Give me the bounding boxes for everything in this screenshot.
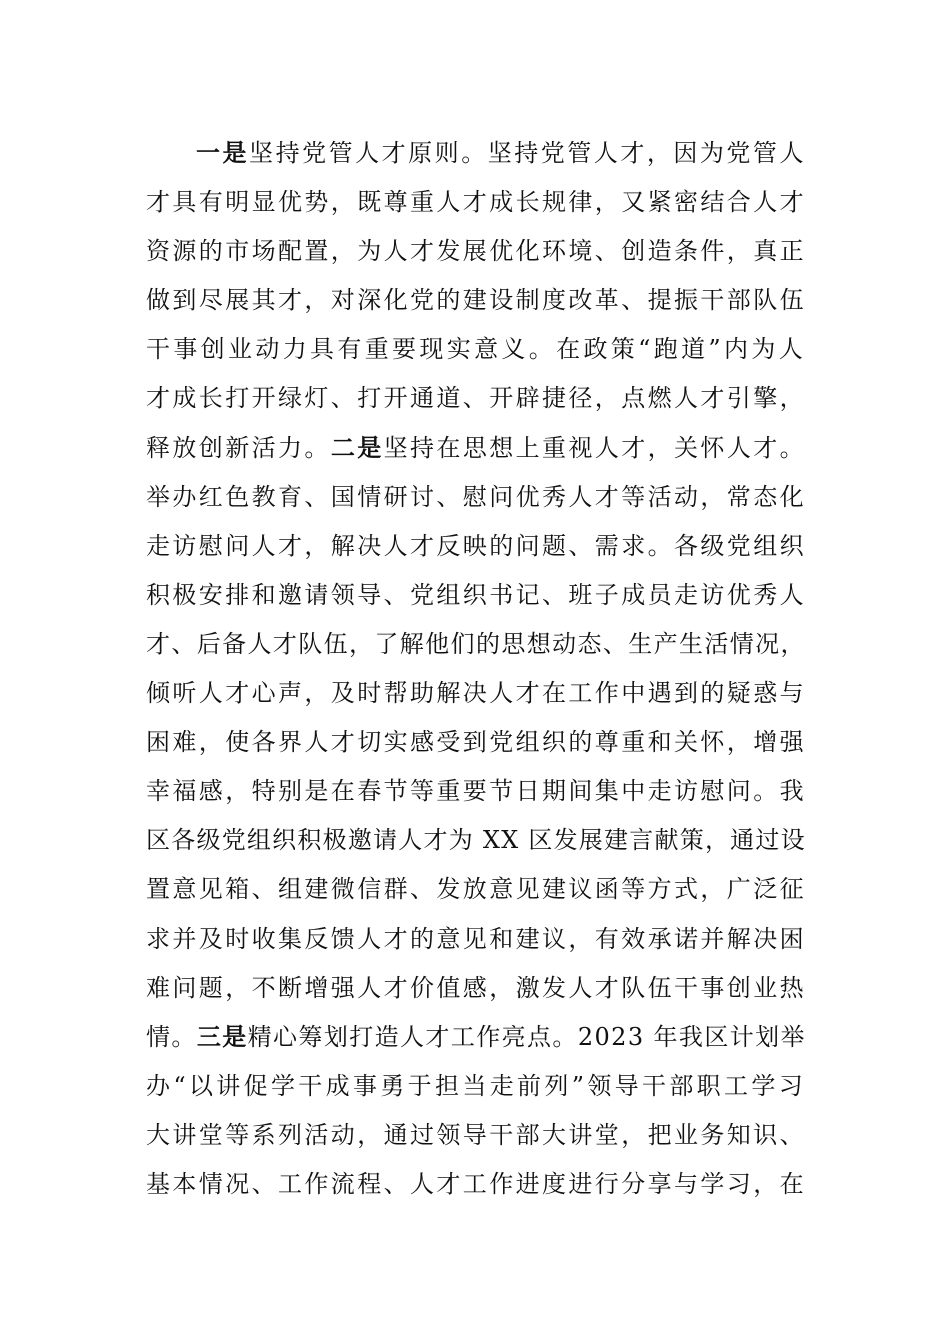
text-line <box>146 522 806 571</box>
text-line <box>146 374 806 423</box>
text-line <box>146 276 806 325</box>
line-text: 才成长打开绿灯、打开通道、开辟捷径，点燃人才引擎， <box>146 384 806 413</box>
line-text: 求并及时收集反馈人才的意见和建议，有效承诺并解决困 <box>146 924 806 953</box>
line-text: 资源的市场配置，为人才发展优化环境、创造条件，真正 <box>146 237 806 266</box>
text-line <box>146 915 806 964</box>
line-text: 置意见箱、组建微信群、发放意见建议函等方式，广泛征 <box>146 875 806 904</box>
line-text: 难问题，不断增强人才价值感，激发人才队伍干事创业热 <box>146 973 806 1002</box>
line-text: 做到尽展其才，对深化党的建设制度改革、提振干部队伍 <box>146 286 806 315</box>
line-text: 区各级党组织积极邀请人才为 XX 区发展建言献策，通过设 <box>146 826 806 855</box>
line-text: 走访慰问人才，解决人才反映的问题、需求。各级党组织 <box>146 531 806 560</box>
line-text: 释放创新活力。 <box>146 433 331 462</box>
text-line <box>146 964 806 1013</box>
text-line <box>146 473 806 522</box>
line-text: 坚持党管人才原则。坚持党管人才，因为党管人 <box>249 139 806 167</box>
text-line <box>146 571 806 620</box>
line-text: 坚持在思想上重视人才，关怀人才。 <box>383 433 807 462</box>
text-line <box>146 1111 806 1160</box>
text-line <box>146 767 806 816</box>
text-line <box>146 718 806 767</box>
line-text: 困难，使各界人才切实感受到党组织的尊重和关怀，增强 <box>146 728 806 757</box>
line-text: 精心筹划打造人才工作亮点。2023 年我区计划举 <box>247 1022 806 1051</box>
line-text: 才具有明显优势，既尊重人才成长规律，又紧密结合人才 <box>146 188 806 217</box>
line-text: 举办红色教育、国情研讨、慰问优秀人才等活动，常态化 <box>146 482 806 511</box>
line-text: 基本情况、工作流程、人才工作进度进行分享与学习，在 <box>146 1169 806 1198</box>
text-line <box>146 620 806 669</box>
body-paragraph <box>146 129 806 1209</box>
text-line <box>146 1160 806 1209</box>
line-text: 干事创业动力具有重要现实意义。在政策“跑道”内为人 <box>146 335 807 364</box>
bold-lead: 三是 <box>196 1022 248 1051</box>
bold-lead: 一是 <box>196 139 250 167</box>
text-line <box>146 129 806 178</box>
line-text: 办“以讲促学干成事勇于担当走前列”领导干部职工学习 <box>146 1071 807 1100</box>
line-text: 倾听人才心声，及时帮助解决人才在工作中遇到的疑惑与 <box>146 679 806 708</box>
text-line <box>146 669 806 718</box>
text-line <box>146 865 806 914</box>
text-line <box>146 816 806 865</box>
line-text: 大讲堂等系列活动，通过领导干部大讲堂，把业务知识、 <box>146 1120 806 1149</box>
line-text: 幸福感，特别是在春节等重要节日期间集中走访慰问。我 <box>146 777 806 806</box>
line-text: 情。 <box>146 1022 197 1051</box>
text-line <box>146 1062 806 1111</box>
line-text: 才、后备人才队伍，了解他们的思想动态、生产生活情况， <box>146 629 806 658</box>
line-text: 积极安排和邀请领导、党组织书记、班子成员走访优秀人 <box>146 580 806 609</box>
text-line <box>146 424 806 473</box>
text-line <box>146 325 806 374</box>
bold-lead: 二是 <box>330 433 384 462</box>
text-line <box>146 178 806 227</box>
text-line <box>146 227 806 276</box>
text-line <box>146 1013 806 1062</box>
